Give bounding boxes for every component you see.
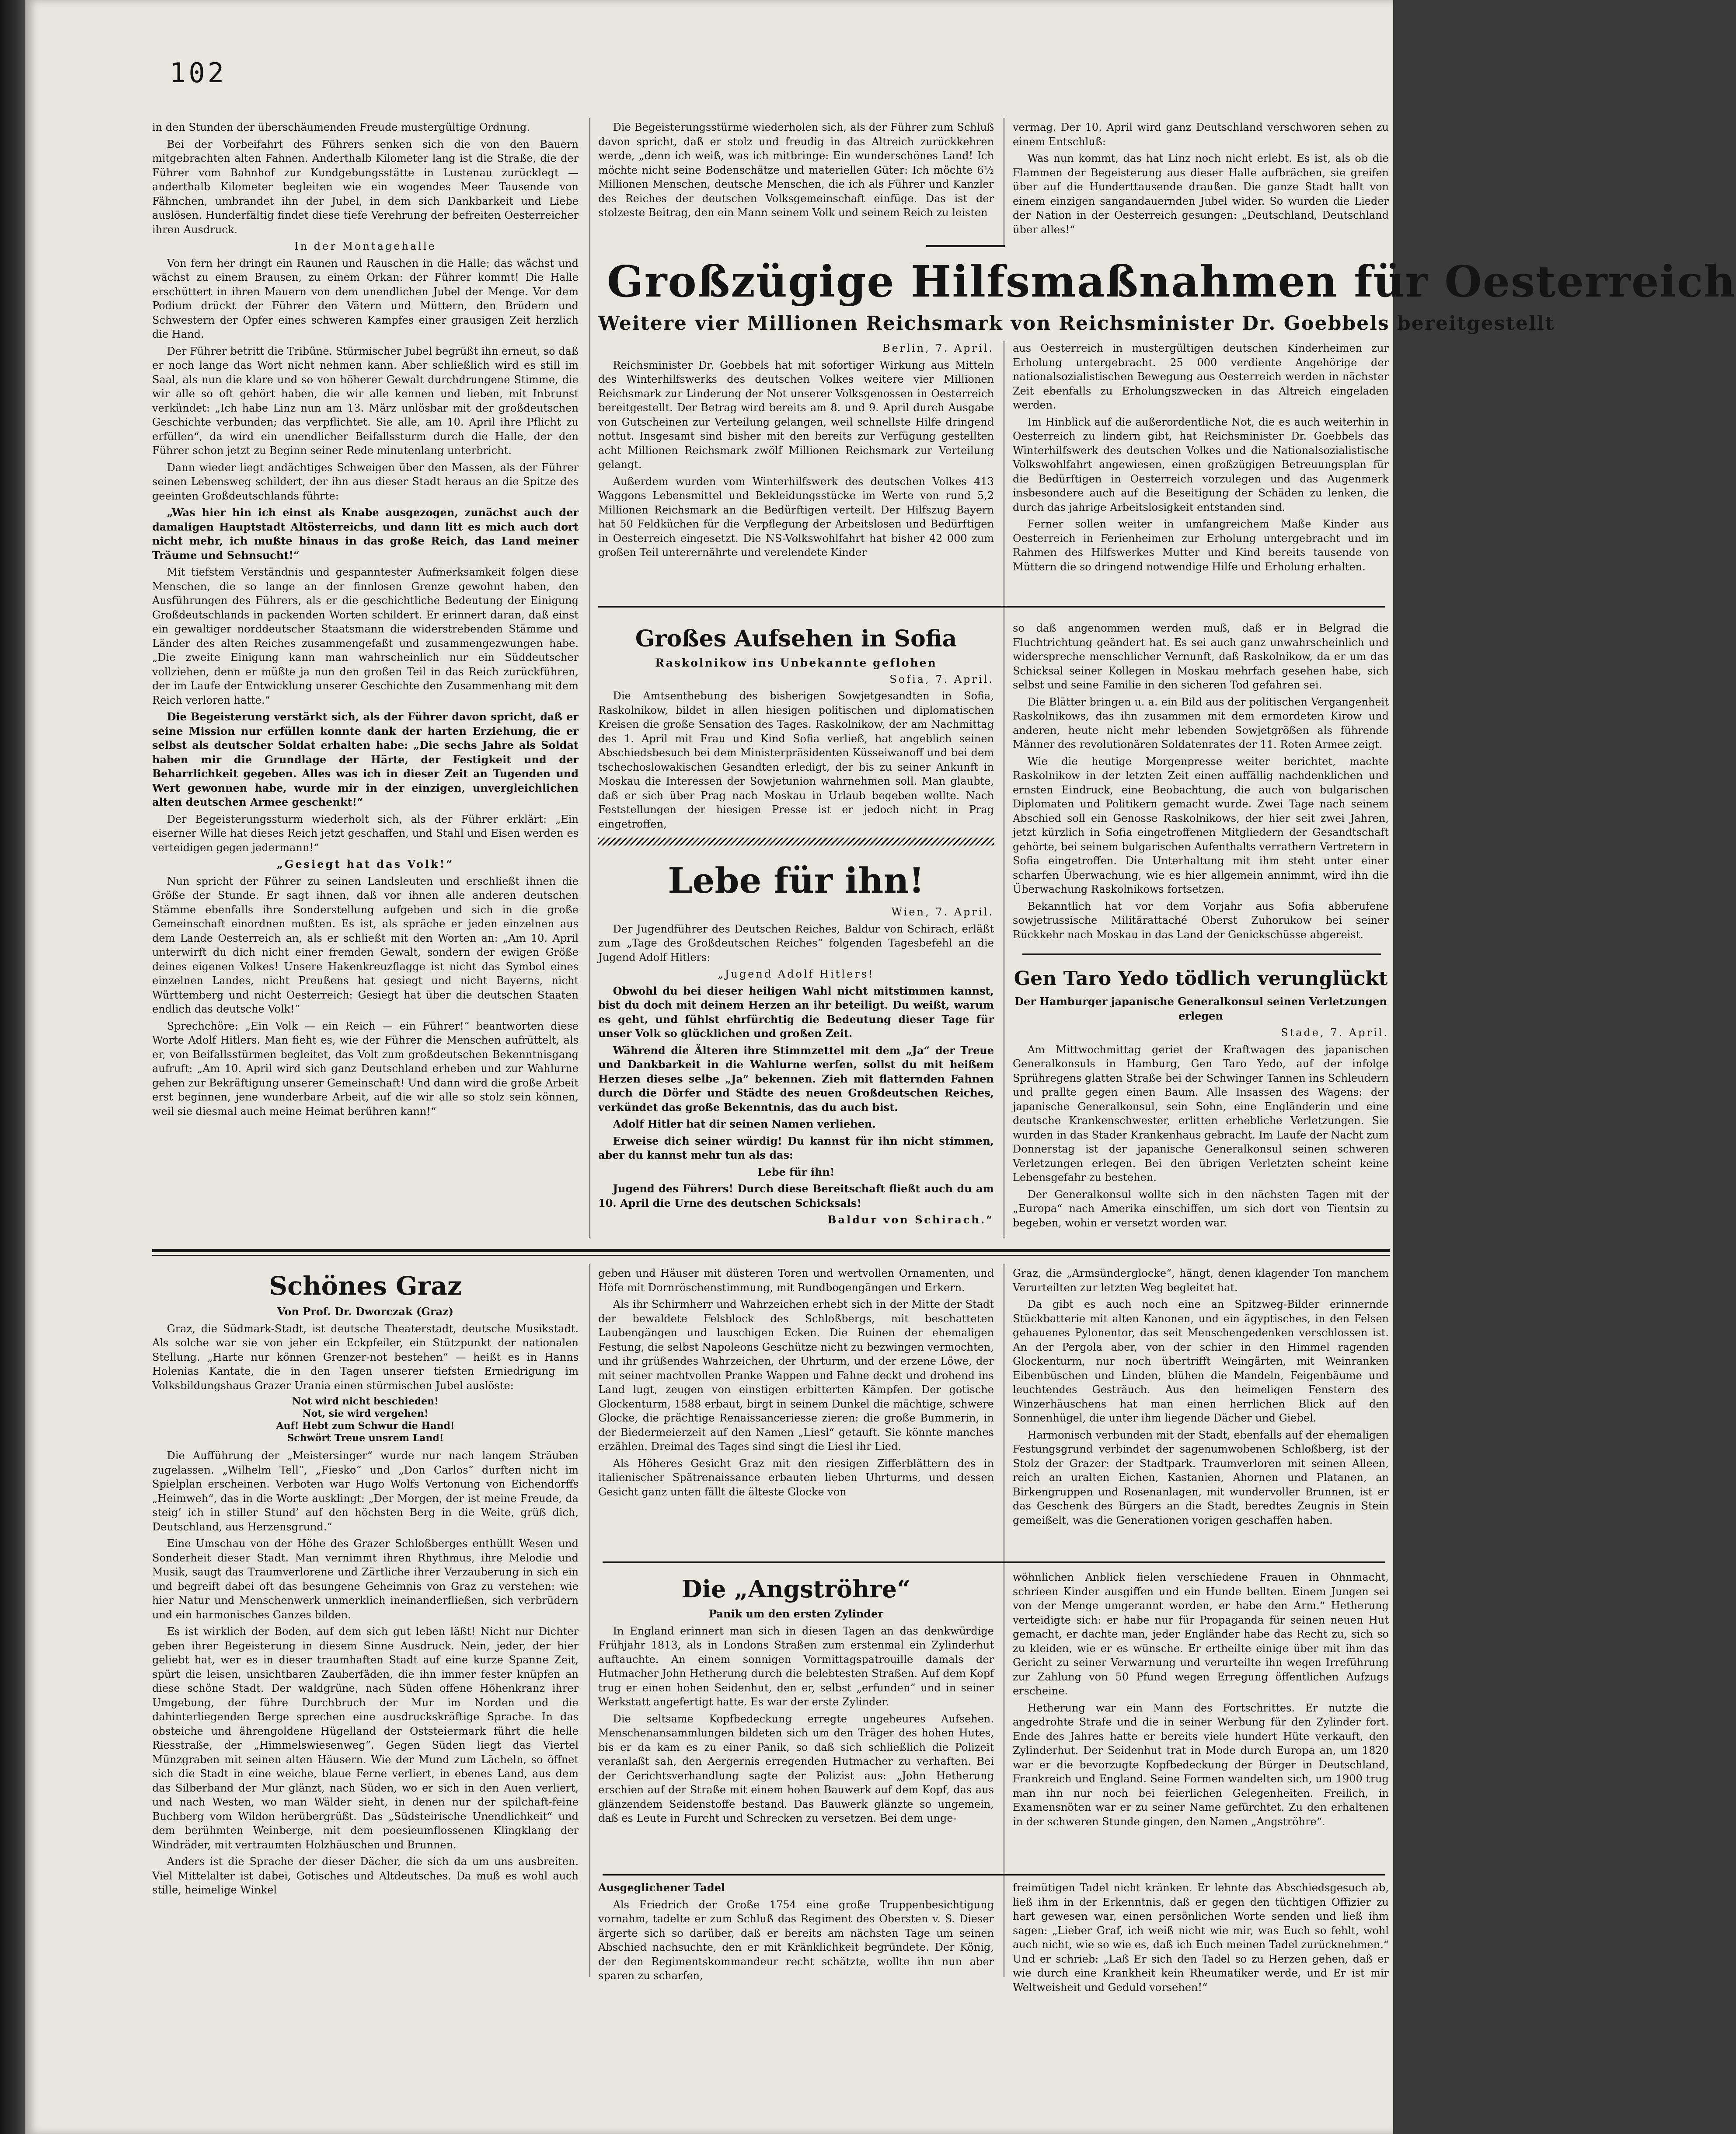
linz-paragraph: Bei der Vorbeifahrt des Führers senken sich die von den Bauern mitgebrachten alten Fahnen. Anderthalb Kilometer lang ist die Straße, die der Führer vom Bahnhof zur Kundgebungsstätte in Lustenau zurücklegt — anderthalb Kilometer begleiten wie ein wogendes Meer Tausende von Fähnchen, umbrandet ihn der Jubel, in dem sich Dankbarkeit und Liebe auslösen. Hunderfältig findet diese tiefe Verehrung der befreiten Oesterreicher ihren Ausdruck. [152, 138, 579, 236]
angst-headline: Die „Angströhre“ [681, 1575, 911, 1603]
dateline: Sofia, 7. April. [889, 673, 994, 685]
linz-paragraph: vermag. Der 10. April wird ganz Deutschland verschworen sehen zu einem Entschluß: [1013, 121, 1389, 148]
tadel-headline: Ausgeglichener Tadel [598, 1881, 725, 1894]
linz-paragraph: Der Begeisterungssturm wiederholt sich, als der Führer erklärt: „Ein eiserner Wille hat dieses Reich jetzt geschaffen, und Stahl und Eisen werden es verteidigen gegen jedermann!“ [152, 813, 579, 854]
hilfs-article-column [598, 341, 994, 595]
hilfs-paragraph: Ferner sollen weiter in umfangreichem Maße Kinder aus Oesterreich in Ferienheimen zur Erholung untergebracht und im Rahmen des Hilfswerkes Mutter und Kind bereits tausende von Müttern die so dringend notwendige Hilfe und Erholung erhalten. [1013, 518, 1389, 573]
tadel-paragraph: Als Friedrich der Große 1754 eine große Truppenbesichtigung vornahm, tadelte er zum Schluß das Regiment des Obersten v. S. Dieser ärgerte sich so darüber, daß er bereits am nächsten Tage um seinen Abschied nachsuchte, den er mit Kränklichkeit begründete. Der König, der den Regimentskommandeur recht schätzte, wollte ihn nun aber sparen zu scharfen, [598, 1898, 994, 1982]
graz-continuation-column [1013, 1266, 1389, 1555]
lebe-paragraph: Erweise dich seiner würdig! Du kannst für ihn nicht stimmen, aber du kannst mehr tun als das: [598, 1134, 994, 1161]
taro-paragraph: Am Mittwochmittag geriet der Kraftwagen des japanischen Generalkonsuls in Hamburg, Gen Taro Yedo, auf der infolge Sprühregens glatten Straße bei der Schwinger Tannen ins Schleudern und prallte gegen einen Baum. Alle Insassen des Wagens: der japanische Generalkonsul, sein Sohn, eine Engländerin und eine deutsche Krankenschwester, erlitten erhebliche Verletzungen. Sie wurden in das Stader Krankenhaus gebracht. Im Laufe der Nacht zum Donnerstag ist der japanische Generalkonsul seinen schweren Verletzungen erlegen. Bei den übrigen Verletzten scheint keine Lebensgefahr zu bestehen. [1013, 1043, 1389, 1184]
angst-article-column [1013, 1570, 1389, 1868]
column-divider [589, 118, 590, 1238]
linz-paragraph: Von fern her dringt ein Raunen und Rauschen in die Halle; das wächst und wächst zu einem Brausen, zu einem Orkan: der Führer kommt! Die Halle erschüttert in ihren Mauern von dem unendlichen Jubel der Menge. Vor dem Podium drückt der Führer den Vätern und Müttern, den Brüdern und Schwestern der Opfer eines schweren Kampfes einer grausigen Zeit herzlich die Hand. [152, 257, 579, 340]
linz-paragraph: Nun spricht der Führer zu seinen Landsleuten und erschließt ihnen die Größe der Stunde. Er sagt ihnen, daß vor ihnen alle anderen deutschen Stämme ebenfalls ihre Sonderstellung aufgeben und sich in die große Gemeinschaft einordnen mußten. Es ist, als spräche er jeden einzelnen aus dem Lande Oesterreich an, als er schließt mit den Worten an: „Am 10. April unterwirft du dich nicht einer fremden Gewalt, sondern der ewigen Größe deines eigenen Volkes! Unsere Hakenkreuzflagge ist nicht das Symbol eines einzelnen Landes, nicht Preußens hat gesiegt und nicht Bayerns, nicht Württemberg und nicht Oesterreich: Gesiegt hat über die deutschen Staaten endlich das deutsche Volk!“ [152, 875, 579, 1015]
linz-paragraph: Die Begeisterungsstürme wiederholen sich, als der Führer zum Schluß davon spricht, daß er stolz und freudig in das Altreich zurückkehren werde, „denn ich weiß, was ich mitbringe: Ein wunderschönes Land! Ich möchte nicht seine Bodenschätze und materiellen Güter: Ich möchte 6½ Millionen Menschen, deutsche Menschen, die ich als Führer und Kanzler des Reiches der deutschen Volksgemeinschaft einfüge. Das ist der stolzeste Beitrag, den ein Mann seinem Volk und seinem Reich zu leisten [598, 121, 994, 219]
angst-article-column [598, 1570, 994, 1868]
taro-headline: Gen Taro Yedo tödlich verunglückt [1014, 967, 1388, 990]
graz-paragraph: Graz, die Südmark-Stadt, ist deutsche Theaterstadt, deutsche Musikstadt. Als solche war sie von jeher ein Eckpfeiler, ein Stützpunkt der nationalen Stellung. „Harte nur können Grenzer-not bestehen“ — heißt es in Hanns Holenias Kantate, die in den Tagen unserer tiefsten Erniedrigung im Volksbildungshaus Grazer Urania einen stürmischen Jubel auslöste: [152, 1322, 579, 1392]
page-section-divider [152, 1255, 1390, 1256]
section-rule [1022, 953, 1381, 955]
linz-paragraph: Sprechchöre: „Ein Volk — ein Reich — ein Führer!“ beantworten diese Worte Adolf Hitlers. Man fieht es, wie der Führer die Menschen aufrüttelt, als er, von Beifallsstürmen begleitet, das Volt zum großdeutschen Bekenntnisgang aufruft: „Am 10. April wird sich ganz Deutschland erheben und zur Wahlurne gehen zur Bekräftigung unserer Gemeinschaft! Und dann wird die große Arbeit erst beginnen, jene wunderbare Arbeit, auf die wir alle so stolz sein können, weil sie diesmal auch meine Heimat berühren kann!“ [152, 1020, 579, 1118]
graz-paragraph: Anders ist die Sprache der dieser Dächer, die sich da um uns ausbreiten. Viel Mittelalter ist dabei, Gotisches und Altdeutsches. Da muß es wohl auch stille, heimelige Winkel [152, 1855, 579, 1896]
graz-paragraph: Harmonisch verbunden mit der Stadt, ebenfalls auf der ehemaligen Festungsgrund verbindet der sagenumwobenen Schloßberg, ist der Stolz der Grazer: der Stadtpark. Traumverloren mit seinen Alleen, reich an uralten Eichen, Kastanien, Ahornen und Platanen, an Birkengruppen und Rosenanlagen, mit wundervoller Brunnen, ist er das Geschenk des Bürgers an die Stadt, beredtes Zeugnis in Stein gemeißelt, was die Generationen vorigen geschaffen haben. [1013, 1428, 1389, 1526]
angst-paragraph: wöhnlichen Anblick fielen verschiedene Frauen in Ohnmacht, schrieen Kinder ausgiffen und ein Hunde bellten. Einem Jungen sei von der Menge umgerannt worden, er habe den Arm.“ Hetherung verteidigte sich: er habe nur für Propaganda für seinen neuen Hut gemacht, er dachte man, jeder Engländer habe das Recht zu, sich so zu kleiden, wie er es wünsche. Er ertheilte einige über mit ihm das Gericht zu seiner Verwarnung und verurteilte ihn wegen Irreführung zur Zahlung von 50 Pfund wegen Erregung öffentlichen Aufzugs erscheine. [1013, 1571, 1389, 1697]
linz-subhead: In der Montagehalle [294, 240, 436, 252]
lebe-headline: Lebe für ihn! [668, 860, 924, 901]
hilfs-paragraph: Reichsminister Dr. Goebbels hat mit sofortiger Wirkung aus Mitteln des Winterhilfswerks des deutschen Volkes weitere vier Millionen Reichsmark zur Linderung der Not unserer Volksgenossen in Oesterreich bereitgestellt. Der Betrag wird bereits am 8. und 9. April durch Ausgabe von Gutscheinen zur Verteilung gelangen, weil schnellste Hilfe dringend nottut. Insgesamt sind bisher mit den bereits zur Verfügung gestellten acht Millionen Reichsmark zwölf Millionen Reichsmark zur Verteilung gelangt. [598, 359, 994, 471]
graz-byline: Von Prof. Dr. Dworczak (Graz) [277, 1305, 453, 1318]
section-rule [603, 1874, 1385, 1876]
graz-headline: Schönes Graz [269, 1271, 462, 1301]
graz-paragraph: Graz, die „Armsünderglocke“, hängt, denen klagender Ton manchem Verurteilten zur letzten Weg begleitet hat. [1013, 1267, 1389, 1294]
tadel-paragraph: freimütigen Tadel nicht kränken. Er lehnte das Abschiedsgesuch ab, ließ ihm in der Erkenntnis, daß er gegen den tüchtigen Offizier zu hart gewesen war, einen persönlichen Worte senden und ließ ihm sagen: „Lieber Graf, ich weiß nicht wie mir, was Euch so fehlt, wohl auch nicht, wie so wie es, daß ich Euch meinen Tadel zurücknehmen.“ Und er schrieb: „Laß Er sich den Tadel so zu Herzen gehen, daß er wie durch eine Krankheit kein Rheumatiker werde, und Er ist mir Weltweisheit und Geduld vorsehen!“ [1013, 1882, 1389, 1994]
graz-verse-line: Not wird nicht beschieden! [292, 1396, 439, 1407]
hilfs-paragraph: Außerdem wurden vom Winterhilfswerk des deutschen Volkes 413 Waggons Lebensmittel und Bekleidungsstücke im Werte von rund 5,2 Millionen Reichsmark an die Bedürftigen verteilt. Der Hilfszug Bayern hat 50 Feldküchen für die Verpflegung der Arbeitslosen und Bedürftigen in Oesterreich eingesetzt. Die NS-Volkswohlfahrt hat bisher 42 000 zum großen Teil unterernährte und verelendete Kinder [598, 475, 994, 559]
sofia-article-column [1013, 621, 1389, 945]
tadel-article-column [598, 1881, 994, 1982]
lebe-paragraph: Adolf Hitler hat dir seinen Namen verliehen. [613, 1118, 876, 1130]
linz-paragraph: Dann wieder liegt andächtiges Schweigen über den Massen, als der Führer seinen Lebensweg schildert, der ihn aus dieser Stadt heraus an die Spitze des geeinten Großdeutschlands führte: [152, 461, 579, 502]
angst-paragraph: Die seltsame Kopfbedeckung erregte ungeheures Aufsehen. Menschenansammlungen bildeten sich um den Träger des hohen Hutes, bis er da kam es zu einer Panik, so daß sich schließlich die Polizeit veranlaßt sah, den Aergernis erregenden Hutmacher zu verhaften. Bei der Gerichtsverhandlung sagte der Polizist aus: „John Hetherung erschien auf der Straße mit einem hohen Bauwerk auf dem Kopf, das aus glänzendem Seidenstoffe bestand. Das Bauwerk glänzte so ungemein, daß es Leute in Furcht und Schrecken zu versetzen. Bei dem unge- [598, 1712, 994, 1824]
linz-paragraph: Mit tiefstem Verständnis und gespanntester Aufmerksamkeit folgen diese Menschen, die so lange an der finnlosen Grenze gewohnt haben, den Ausführungen des Führers, als er die geschichtliche Bedeutung der Einigung Großdeutschlands in packenden Worten schildert. Er erinnert daran, daß einst ein gewaltiger norddeutscher Staatsmann die widerstrebenden Stämme und Länder des alten Reiches zusammengefaßt und zusammengezwungen habe. „Die zweite Einigung kann man wahrscheinlich nur ein Süddeutscher vollziehen, denn er müßte ja nun den großen Teil in das Reich zurückführen, der im Laufe der Entwicklung unserer Geschichte den Zusammenhang mit dem Reich verloren hatte.“ [152, 566, 579, 706]
binding-shadow [0, 0, 25, 2134]
linz-quote-title: „Gesiegt hat das Volk!“ [277, 858, 454, 870]
section-rule [603, 1561, 1385, 1563]
sofia-paragraph: Bekanntlich hat vor dem Vorjahr aus Sofia abberufene sowjetrussische Militärattaché Oberst Zuhorukow bei seiner Rückkehr nach Moskau in das Land der Genickschüsse abgereist. [1013, 900, 1389, 941]
angst-paragraph: In England erinnert man sich in diesen Tagen an das denkwürdige Frühjahr 1813, als in Londons Straßen zum erstenmal ein Zylinderhut auftauchte. An einem sonnigen Vormittagspatrouille damals der Hutmacher John Hetherung durch die belebtesten Straßen. Auf dem Kopf trug er einen hohen Seidenhut, den er, selbst „erfunden“ und in seiner Werkstatt angefertigt hatte. Es war der erste Zylinder. [598, 1624, 994, 1708]
sofia-paragraph: Wie die heutige Morgenpresse weiter berichtet, machte Raskolnikow in der letzten Zeit einen auffällig nachdenklichen und ernsten Eindruck, eine Beobachtung, die auch von bulgarischen Diplomaten und Politikern gemacht wurde. Zwei Tage nach seinem Abschied soll ein Genosse Raskolnikows, der hier seit zwei Jahren, jetzt kürzlich in Sofia eingetroffenen Mitgliedern der Gesandtschaft gehörte, bei seinem bulgarischen Aufenthalts verrathern Vertretern in Sofia eingetroffen. Die Unterhaltung mit ihm steht unter einer scharfen Überwachung, wie es hier allgemein annimmt, wird ihn die Überwachung Raskolnikows fortsetzen. [1013, 755, 1389, 895]
tadel-article-column [1013, 1881, 1389, 1994]
sofia-subhead: Raskolnikow ins Unbekannte geflohen [655, 657, 937, 669]
linz-end-column [1013, 120, 1389, 238]
graz-article-column [152, 1266, 579, 1975]
newspaper-page [25, 0, 1736, 2134]
section-rule [598, 606, 1385, 608]
dateline: Berlin, 7. April. [882, 342, 994, 354]
lebe-signature: Baldur von Schirach.“ [827, 1213, 994, 1226]
section-rule [926, 245, 1005, 247]
lebe-paragraph: Lebe für ihn! [757, 1165, 835, 1178]
graz-paragraph: Die Aufführung der „Meistersinger“ wurde nur nach langem Sträuben zugelassen. „Wilhelm Tell“, „Fiesko“ und „Don Carlos“ durften nicht im Spielplan erscheinen. Verboten war Hugo Wolfs Vertonung von Eichendorffs „Heimweh“, das in die Worte ausklingt: „Der Morgen, der ist meine Freude, da steig’ ich in stiller Stund’ auf den höchsten Berg in die Weite, grüß dich, Deutschland, aus Herzensgrund.“ [152, 1449, 579, 1533]
linz-intro: in den Stunden der überschäumenden Freude mustergültige Ordnung. [152, 121, 530, 133]
linz-article-column [152, 120, 579, 1238]
graz-verse-line: Not, sie wird vergehen! [302, 1408, 429, 1419]
linz-quote: „Was hier hin ich einst als Knabe ausgezogen, zunächst auch der damaligen Hauptstadt Altösterreichs, und dann litt es mich auch dort nicht mehr, ich mußte hinaus in das große Reich, das Land meiner Träume und Sehnsucht!“ [152, 506, 579, 562]
sofia-paragraph: Die Blätter bringen u. a. ein Bild aus der politischen Vergangenheit Raskolnikows, das ihn zusammen mit dem ermordeten Kirow und anderen, heute nicht mehr lebenden Sowjetgrößen als führende Männer des revolutionären Soldatenrates der 11. Roten Armee zeigt. [1013, 695, 1389, 751]
dateline: Wien, 7. April. [891, 906, 994, 918]
graz-verse-line: Schwört Treue unsrem Land! [287, 1432, 444, 1444]
linz-paragraph: Was nun kommt, das hat Linz noch nicht erlebt. Es ist, als ob die Flammen der Begeisterung aus dieser Halle aufbrächen, sie greifen über auf die Hunderttausende draußen. Die ganze Stadt hallt von einem einzigen sangandauernden Jubel wider. So wurden die Lieder der Nation in der Oesterreich gesungen: „Deutschland, Deutschland über alles!“ [1013, 152, 1389, 236]
page-section-divider [152, 1249, 1390, 1252]
graz-paragraph: geben und Häuser mit düsteren Toren und wertvollen Ornamenten, und Höfe mit Dornröschenstimmung, mit Rundbogengängen und Erkern. [598, 1267, 994, 1294]
banner-headline: Großzügige Hilfsmaßnahmen für Oesterreich [607, 257, 1736, 307]
taro-paragraph: Der Generalkonsul wollte sich in den nächsten Tagen mit der „Europa“ nach Amerika einschiffen, um sich dort von Tientsin zu begeben, wohin er versetzt worden war. [1013, 1188, 1389, 1229]
lebe-paragraph: Während die Älteren ihre Stimmzettel mit dem „Ja“ der Treue und Dankbarkeit in die Wahlurne werfen, sollst du mit heißem Herzen dieses selbe „Ja“ bekennen. Zieh mit flatternden Fahnen durch die Dörfer und Städte des neuen Großdeutschen Reiches, verkündet das große Bekenntnis, das du auch bist. [598, 1044, 994, 1114]
sofia-headline: Großes Aufsehen in Sofia [635, 625, 957, 652]
angst-subhead: Panik um den ersten Zylinder [709, 1607, 883, 1620]
sofia-paragraph: so daß angenommen werden muß, daß er in Belgrad die Fluchtrichtung geändert hat. Es sei auch ganz unwahrscheinlich und widerspreche menschlicher Vernunft, daß Raskolnikow, da er um das Schicksal seiner Kollegen in Moskau mehrfach gesehen habe, sich selbst und seine Familie in den sicheren Tod gefahren sei. [1013, 622, 1389, 691]
graz-paragraph: Als Höheres Gesicht Graz mit den riesigen Zifferblättern des in italienischer Spätrenaissance erbauten lieben Uhrturms, und dessen Gesicht ganz unten fällt die älteste Glocke von [598, 1457, 994, 1498]
graz-verse-line: Auf! Hebt zum Schwur die Hand! [276, 1420, 455, 1432]
column-divider [589, 1264, 590, 1977]
hilfs-paragraph: Im Hinblick auf die außerordentliche Not, die es auch weiterhin in Oesterreich zu lindern gibt, hat Reichsminister Dr. Goebbels das Winterhilfswerk des deutschen Volkes und die Nationalsozialistische Volkswohlfahrt angewiesen, einen großzügigen Betreuungsplan für die Bedürftigen in Oesterreich vorzulegen und das Augenmerk insbesondere auch auf die Beseitigung der Schäden zu lenken, die durch das jahrige Arbeitslosigkeit entstanden sind. [1013, 416, 1389, 513]
sofia-paragraph: Die Amtsenthebung des bisherigen Sowjetgesandten in Sofia, Raskolnikow, bildet in allen hiesigen politischen und diplomatischen Kreisen die große Sensation des Tages. Raskolnikow, der am Nachmittag des 1. April mit Frau und Kind Sofia verließ, hat angeblich seinen Abschiedsbesuch bei dem Ministerpräsidenten Küsseiwanoff und bei dem tschechoslowakischen Gesandten erledigt, der bis zu seiner Ankunft in Moskau die Interessen der Sowjetunion wahrnehmen soll. Man glaubte, daß er sich über Prag nach Moskau in Urlaub begeben wollte. Nach Feststellungen der hiesigen Presse ist er jedoch nicht in Prag eingetroffen, [598, 690, 994, 830]
lebe-paragraph: Obwohl du bei dieser heiligen Wahl nicht mitstimmen kannst, bist du doch mit deinem Herzen an ihr beteiligt. Du weißt, warum es geht, und fühlst ehrfürchtig die Bedeutung dieser Tage für unser Volk so glücklichen und großen Zeit. [598, 984, 994, 1040]
graz-paragraph: Als ihr Schirmherr und Wahrzeichen erhebt sich in der Mitte der Stadt der bewaldete Felsblock des Schloßbergs, mit beschatteten Laubengängen und lauschigen Ecken. Die Ruinen der ehemaligen Festung, die selbst Napoleons Geschütze nicht zu bezwingen vermochten, und ihr grüßendes Wahrzeichen, der Uhrturm, und der erzene Löwe, der mit seiner machtvollen Pranke Wappen und Fahne deckt und drohend ins Land lugt, zeugen von einstigen erbitterten Kämpfen. Der gotische Glockenturm, 1588 erbaut, birgt in seinem Dunkel die mächtige, schwere Glocke, die prächtige Renaissanceriesse zieren: die große Bummerin, in der Biedermeierzeit auf den Namen „Liesl“ getauft. Sie könnte manches erzählen. Dreimal des Tages sind singt die Liesl ihr Lied. [598, 1298, 994, 1453]
linz-paragraph: Die Begeisterung verstärkt sich, als der Führer davon spricht, daß er seine Mission nur erfüllen konnte dank der harten Erziehung, die er selbst als deutscher Soldat erhalten habe: „Die sechs Jahre als Soldat haben mir die Grundlage der Härte, der Festigkeit und der Beharrlichkeit gegeben. Alles was ich in dieser Zeit an Tugenden und Wert gewonnen habe, wurde mir in der einzigen, unvergleichlichen alten deutschen Armee geschenkt!“ [152, 710, 579, 808]
graz-verse [152, 1395, 579, 1444]
taro-article-column [1013, 962, 1389, 1240]
lebe-article-column [598, 855, 994, 1240]
taro-subhead: Der Hamburger japanische Generalkonsul seinen Verletzungen erlegen [1014, 995, 1387, 1022]
angst-paragraph: Hetherung war ein Mann des Fortschrittes. Er nutzte die angedrohte Strafe und die in seiner Werbung für den Zylinder fort. Ende des Jahres hatte er bereits viele hundert Hüte verkauft, den Zylinderhut. Der Seidenhut trat in Mode durch Europa an, um 1820 war er die bevorzugte Kopfbedeckung der Bürger in Deutschland, Frankreich und England. Seine Formen wandelten sich, um 1900 trug man ihn nur noch bei feierlichen Gelegenheiten. Freilich, in Examensnöten war er zu seiner Name gefürchtet. Zu den erhaltenen in der schweren Stunde gingen, den Namen „Angströhre“. [1013, 1701, 1389, 1828]
ornamental-rule [598, 838, 994, 845]
hilfs-article-column [1013, 341, 1389, 599]
linz-continuation-column [598, 120, 994, 238]
page-number: 102 [170, 57, 227, 89]
graz-continuation-column [598, 1266, 994, 1555]
linz-paragraph: Der Führer betritt die Tribüne. Stürmischer Jubel begrüßt ihn erneut, so daß er noch lange das Wort nicht nehmen kann. Aber schließlich wird es still im Saal, als nun die klare und so von höherer Gewalt durchdrungene Stimme, die wir alle so oft gehört haben, die wir alle kennen und lieben, mit Inbrunst verkündet: „Ich habe Linz nun am 13. März unlösbar mit der großdeutschen Geschichte verbunden; das verpflichtet. Sie alle, am 10. April ihre Pflicht zu erfüllen“, da wird ein unendlicher Beifallssturm durch die Halle, der den Führer schon jetzt zu Beginn seiner Rede minutenlang unterbricht. [152, 345, 579, 457]
sofia-article-column [598, 621, 994, 835]
lebe-paragraph: Jugend des Führers! Durch diese Bereitschaft fließt auch du am 10. April die Urne des deutschen Schicksals! [598, 1182, 994, 1209]
graz-paragraph: Es ist wirklich der Boden, auf dem sich gut leben läßt! Nicht nur Dichter geben ihrer Begeisterung in diesem Sinne Ausdruck. Nein, jeder, der hier geliebt hat, wer es in dieser traumhaften Stadt auf eine kurze Spanne Zeit, spürt die leisen, unsichtbaren Zauberfäden, die ihn immer fester knüpfen an diese schöne Stadt. Der waldgrüne, nach Süden offene Höhenkranz ihrer Umgebung, der führe Durchbruch der Mur im Norden und die dahinterliegenden Berge sprechen eine ausdruckskräftige Sprache. In das obsteiche und ährengoldene Hügelland der Oststeiermark führt die helle Riesstraße, der „Himmelswiesenweg“. Gegen Süden liegt das Viertel Münzgraben mit seinen alten Häusern. Wie der Mund zum Lächeln, so öffnet sich die Stadt in eine weiche, blaue Ferne verliert, in ebenes Land, aus dem das Silberband der Mur glänzt, nach Süden, wo er sich in den Auen verliert, und nach Westen, wo man Wälder sieht, in denen nur der spilchaft-feine Buchberg vom Wildon herübergrüßt. Das „Südsteirische Unendlichkeit“ und dem berühmten Weinberge, mit dem poesieumflossenen Klingklang der Windräder, mit vertraumten Holzhäuschen und Brunnen. [152, 1625, 579, 1851]
dateline: Stade, 7. April. [1281, 1027, 1389, 1039]
lebe-address: „Jugend Adolf Hitlers! [718, 968, 875, 980]
graz-paragraph: Eine Umschau von der Höhe des Grazer Schloßberges enthüllt Wesen und Sonderheit dieser Stadt. Man vernimmt ihren Rhythmus, ihre Melodie und Musik, saugt das Traumverlorene und Zärtliche ihrer Verzauberung in sich ein und begreift dabei oft das besungene Geheimnis von Graz zu verstehen: wie hier Natur und Menschenwerk unmerklich ineinanderfließen, sich verbrüdern und ein harmonisches Ganzes bilden. [152, 1537, 579, 1621]
graz-paragraph: Da gibt es auch noch eine an Spitzweg-Bilder erinnernde Stückbatterie mit alten Kanonen, und ein ägyptisches, in den Felsen gehauenes Pylonentor, das seit Menschengedenken verschlossen ist. An der Pergola aber, von der schier in den Himmel ragenden Glockenturm, nur noch übertrifft Weingärten, mit Weinranken Eibenbüschen und Linden, blühen die Mandeln, Feigenbäume und leuchtendes Gesträuch. Aus den heimeligen Fenstern des Winzerhäuschens hat man einen herrlichen Blick auf den Sonnenhügel, die unter ihm liegende Dächer und Giebel. [1013, 1298, 1389, 1424]
lebe-paragraph: Der Jugendführer des Deutschen Reiches, Baldur von Schirach, erläßt zum „Tage des Großdeutschen Reiches“ folgenden Tagesbefehl an die Jugend Adolf Hitlers: [598, 922, 994, 964]
hilfs-paragraph: aus Oesterreich in mustergültigen deutschen Kinderheimen zur Erholung untergebracht. 25 000 verdiente Angehörige der nationalsozialistischen Bewegung aus Oesterreich werden in nächster Zeit ebenfalls zu Erholungszwecken in das Altreich eingeladen werden. [1013, 342, 1389, 411]
banner-subheadline: Weitere vier Millionen Reichsmark von Reichsminister Dr. Goebbels bereitgestellt [598, 312, 1555, 335]
